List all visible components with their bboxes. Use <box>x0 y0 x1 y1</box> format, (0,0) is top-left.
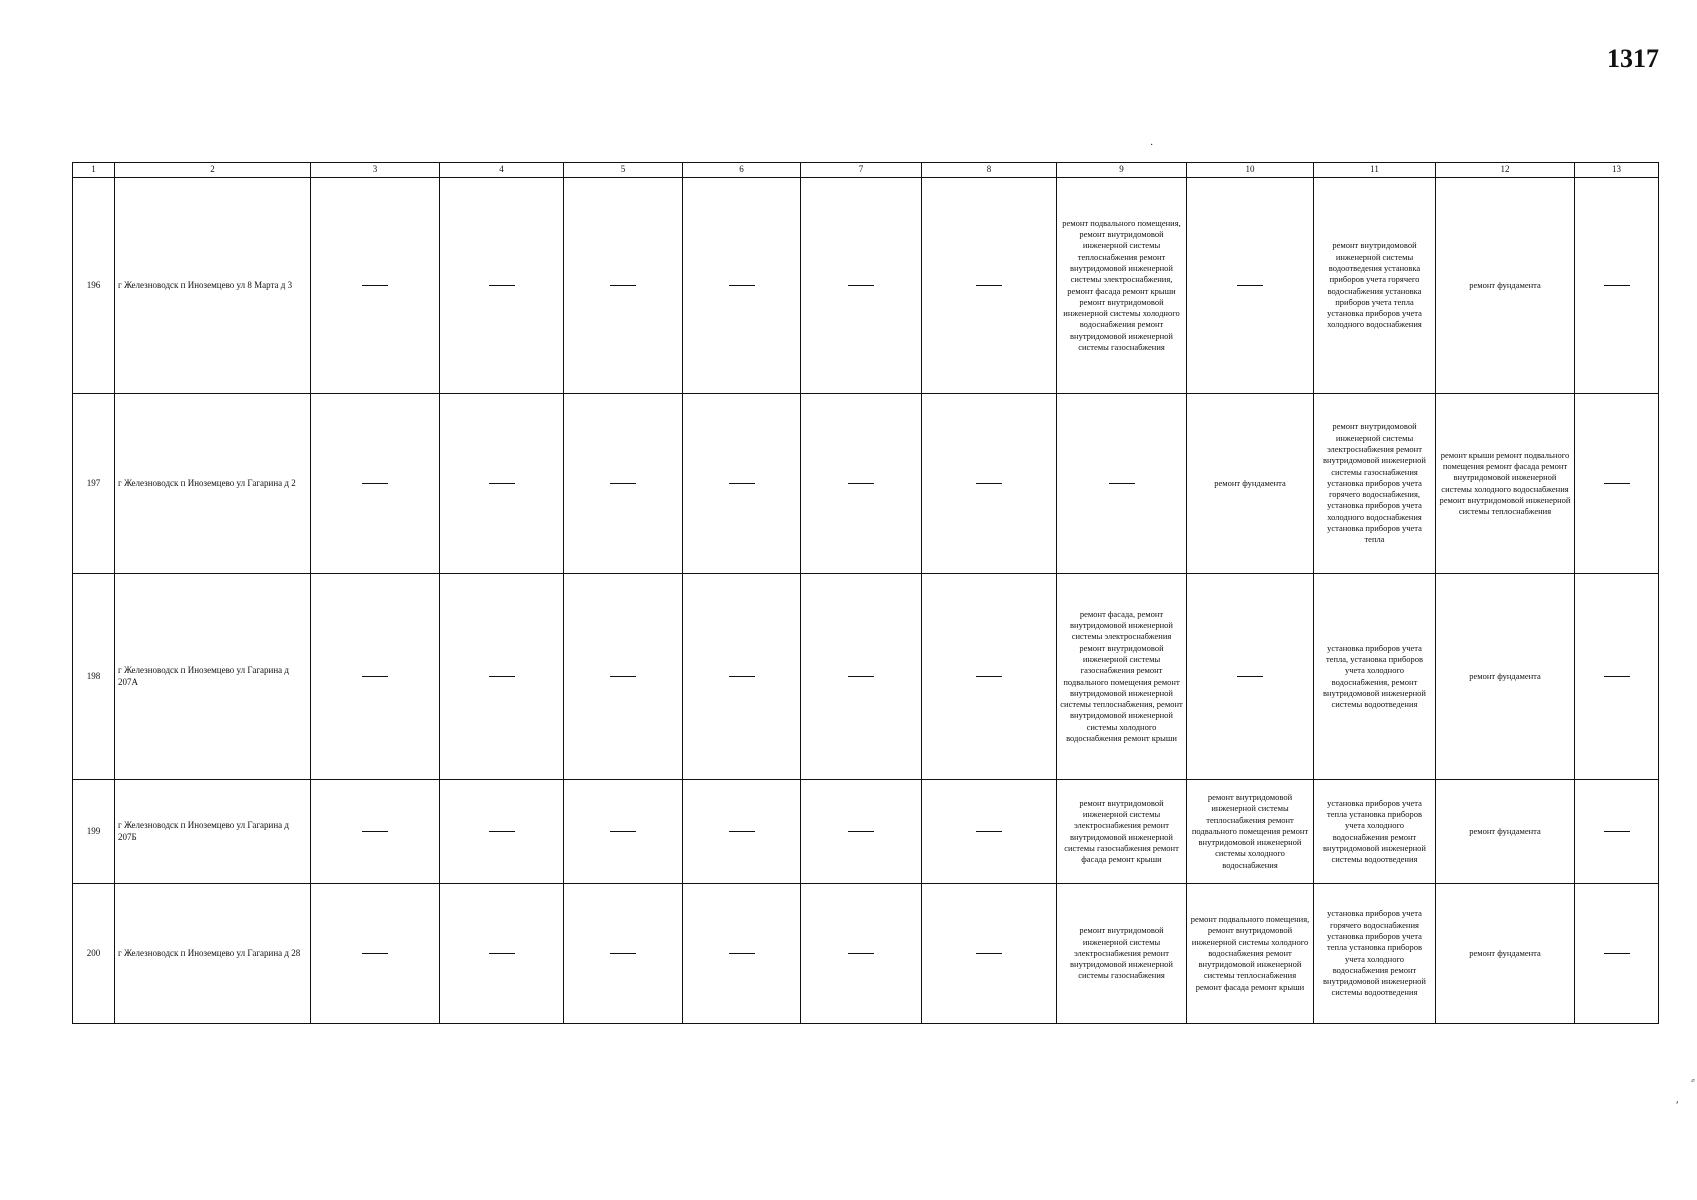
col-header: 8 <box>922 163 1057 178</box>
empty-dash-cell <box>683 884 801 1024</box>
empty-dash-cell <box>440 884 564 1024</box>
empty-dash-cell <box>683 780 801 884</box>
empty-dash-cell <box>311 884 440 1024</box>
dash-mark <box>1604 831 1630 832</box>
row-number: 199 <box>73 780 115 884</box>
work-description-text: ремонт фундамента <box>1469 279 1541 290</box>
dash-mark <box>1237 285 1263 286</box>
dash-mark <box>362 676 388 677</box>
work-description-text: установка приборов учета горячего водоснабжения установка приборов учета тепла установка приборов учета холодного водоснабжения ремонт внутридомовой инженерной системы водоотведения <box>1323 908 1426 998</box>
scan-edge-mark: ʹ <box>1676 1098 1679 1112</box>
empty-dash-cell <box>1187 178 1314 394</box>
empty-dash-cell <box>1575 780 1659 884</box>
col-header: 13 <box>1575 163 1659 178</box>
work-description-cell <box>1436 574 1575 780</box>
scan-dot-mark: · <box>1150 140 1154 151</box>
work-description-cell <box>1057 884 1187 1024</box>
dash-mark <box>489 953 515 954</box>
dash-mark <box>848 483 874 484</box>
address-cell: г Железноводск п Иноземцево ул Гагарина д 28 <box>115 884 311 1024</box>
row-number: 200 <box>73 884 115 1024</box>
dash-mark <box>1604 676 1630 677</box>
work-description-text: ремонт фундамента <box>1469 947 1541 958</box>
empty-dash-cell <box>1187 574 1314 780</box>
empty-dash-cell <box>801 394 922 574</box>
empty-dash-cell <box>801 574 922 780</box>
work-description-cell <box>1436 394 1575 574</box>
dash-mark <box>729 483 755 484</box>
dash-mark <box>848 285 874 286</box>
work-description-cell <box>1314 884 1436 1024</box>
dash-mark <box>976 676 1002 677</box>
empty-dash-cell <box>683 574 801 780</box>
work-description-text: установка приборов учета тепла, установка приборов учета холодного водоснабжения, ремонт внутридомовой инженерной системы водоотведения <box>1323 642 1426 710</box>
empty-dash-cell <box>311 178 440 394</box>
empty-dash-cell <box>311 394 440 574</box>
work-description-text: ремонт подвального помещения, ремонт внутридомовой инженерной системы теплоснабжения ремонт внутридомовой инженерной системы электроснабжения, ремонт фасада ремонт крыши ремонт внутридомовой инженерной системы холодного водоснабжения ремонт внутридомовой инженерной системы газоснабжения <box>1062 217 1181 352</box>
dash-mark <box>362 483 388 484</box>
work-description-text: ремонт подвального помещения, ремонт внутридомовой инженерной системы холодного водоснабжения ремонт внутридомовой инженерной системы теплоснабжения ремонт фасада ремонт крыши <box>1190 913 1310 992</box>
work-description-cell <box>1057 178 1187 394</box>
empty-dash-cell <box>440 780 564 884</box>
dash-mark <box>729 831 755 832</box>
dash-mark <box>610 831 636 832</box>
empty-dash-cell <box>801 780 922 884</box>
work-description-cell <box>1436 780 1575 884</box>
repair-program-table <box>72 162 1659 1024</box>
empty-dash-cell <box>564 394 683 574</box>
work-description-cell <box>1314 394 1436 574</box>
work-description-text: ремонт фасада, ремонт внутридомовой инженерной системы электроснабжения ремонт внутридомовой инженерной системы газоснабжения ремонт подвального помещения ремонт внутридомовой инженерной системы теплоснабжения, ремонт внутридомовой инженерной системы холодного водоснабжения ремонт крыши <box>1060 608 1183 743</box>
work-description-cell <box>1187 394 1314 574</box>
dash-mark <box>729 953 755 954</box>
dash-mark <box>610 483 636 484</box>
col-header: 3 <box>311 163 440 178</box>
col-header: 5 <box>564 163 683 178</box>
address-cell: г Железноводск п Иноземцево ул Гагарина д 207Б <box>115 780 311 884</box>
table-row <box>73 780 1659 884</box>
work-description-cell <box>1187 780 1314 884</box>
dash-mark <box>489 483 515 484</box>
column-number-row <box>73 163 1659 178</box>
work-description-cell <box>1314 574 1436 780</box>
empty-dash-cell <box>1575 884 1659 1024</box>
dash-mark <box>610 953 636 954</box>
dash-mark <box>848 676 874 677</box>
col-header: 1 <box>73 163 115 178</box>
work-description-text: ремонт внутридомовой инженерной системы теплоснабжения ремонт подвального помещения ремонт внутридомовой инженерной системы холодного водоснабжения <box>1191 791 1309 870</box>
empty-dash-cell <box>801 178 922 394</box>
dash-mark <box>848 953 874 954</box>
empty-dash-cell <box>922 394 1057 574</box>
col-header: 9 <box>1057 163 1187 178</box>
work-description-text: установка приборов учета тепла установка приборов учета холодного водоснабжения ремонт внутридомовой инженерной системы водоотведения <box>1323 797 1426 865</box>
table-row <box>73 574 1659 780</box>
work-description-cell <box>1314 780 1436 884</box>
work-description-cell <box>1314 178 1436 394</box>
work-description-text: ремонт крыши ремонт подвального помещения ремонт фасада ремонт внутридомовой инженерной системы холодного водоснабжения ремонт внутридомовой инженерной системы теплоснабжения <box>1439 449 1571 517</box>
address-cell: г Железноводск п Иноземцево ул 8 Марта д 3 <box>115 178 311 394</box>
empty-dash-cell <box>1575 394 1659 574</box>
address-cell: г Железноводск п Иноземцево ул Гагарина д 2 <box>115 394 311 574</box>
row-number: 198 <box>73 574 115 780</box>
empty-dash-cell <box>564 884 683 1024</box>
empty-dash-cell <box>1575 574 1659 780</box>
dash-mark <box>1604 953 1630 954</box>
page-number: 1317 <box>1607 44 1659 73</box>
row-number: 197 <box>73 394 115 574</box>
dash-mark <box>362 953 388 954</box>
empty-dash-cell <box>440 574 564 780</box>
dash-mark <box>976 831 1002 832</box>
empty-dash-cell <box>564 574 683 780</box>
dash-mark <box>489 831 515 832</box>
dash-mark <box>362 831 388 832</box>
empty-dash-cell <box>1575 178 1659 394</box>
work-description-cell <box>1057 574 1187 780</box>
dash-mark <box>489 676 515 677</box>
dash-mark <box>489 285 515 286</box>
col-header: 12 <box>1436 163 1575 178</box>
empty-dash-cell <box>1057 394 1187 574</box>
work-description-text: ремонт внутридомовой инженерной системы электроснабжения ремонт внутридомовой инженерной системы газоснабжения <box>1070 925 1173 981</box>
col-header: 2 <box>115 163 311 178</box>
dash-mark <box>610 676 636 677</box>
dash-mark <box>976 483 1002 484</box>
row-number: 196 <box>73 178 115 394</box>
empty-dash-cell <box>801 884 922 1024</box>
empty-dash-cell <box>564 780 683 884</box>
empty-dash-cell <box>564 178 683 394</box>
work-description-text: ремонт фундамента <box>1214 477 1286 488</box>
dash-mark <box>1237 676 1263 677</box>
dash-mark <box>362 285 388 286</box>
table-row <box>73 394 1659 574</box>
col-header: 7 <box>801 163 922 178</box>
empty-dash-cell <box>311 574 440 780</box>
work-description-text: ремонт внутридомовой инженерной системы электроснабжения ремонт внутридомовой инженерной системы газоснабжения установка приборов учета горячего водоснабжения, установка приборов учета холодного водоснабжения установка приборов учета тепла <box>1323 421 1426 545</box>
work-description-cell <box>1057 780 1187 884</box>
empty-dash-cell <box>440 178 564 394</box>
work-description-text: ремонт внутридомовой инженерной системы водоотведения установка приборов учета горячего водоснабжения установка приборов учета тепла установка приборов учета холодного водоснабжения <box>1327 240 1422 330</box>
dash-mark <box>1109 483 1135 484</box>
col-header: 6 <box>683 163 801 178</box>
empty-dash-cell <box>922 780 1057 884</box>
work-description-text: ремонт фундамента <box>1469 670 1541 681</box>
empty-dash-cell <box>922 574 1057 780</box>
address-cell: г Железноводск п Иноземцево ул Гагарина д 207А <box>115 574 311 780</box>
work-description-cell <box>1436 884 1575 1024</box>
empty-dash-cell <box>683 178 801 394</box>
dash-mark <box>610 285 636 286</box>
work-description-text: ремонт фундамента <box>1469 825 1541 836</box>
col-header: 11 <box>1314 163 1436 178</box>
empty-dash-cell <box>311 780 440 884</box>
table-row <box>73 884 1659 1024</box>
col-header: 10 <box>1187 163 1314 178</box>
empty-dash-cell <box>922 884 1057 1024</box>
dash-mark <box>976 953 1002 954</box>
dash-mark <box>1604 285 1630 286</box>
col-header: 4 <box>440 163 564 178</box>
dash-mark <box>729 676 755 677</box>
work-description-cell <box>1436 178 1575 394</box>
table-row <box>73 178 1659 394</box>
work-description-cell <box>1187 884 1314 1024</box>
dash-mark <box>1604 483 1630 484</box>
dash-mark <box>729 285 755 286</box>
empty-dash-cell <box>440 394 564 574</box>
work-description-text: ремонт внутридомовой инженерной системы электроснабжения ремонт внутридомовой инженерной системы газоснабжения ремонт фасада ремонт крыши <box>1064 797 1179 865</box>
empty-dash-cell <box>922 178 1057 394</box>
dash-mark <box>976 285 1002 286</box>
empty-dash-cell <box>683 394 801 574</box>
dash-mark <box>848 831 874 832</box>
